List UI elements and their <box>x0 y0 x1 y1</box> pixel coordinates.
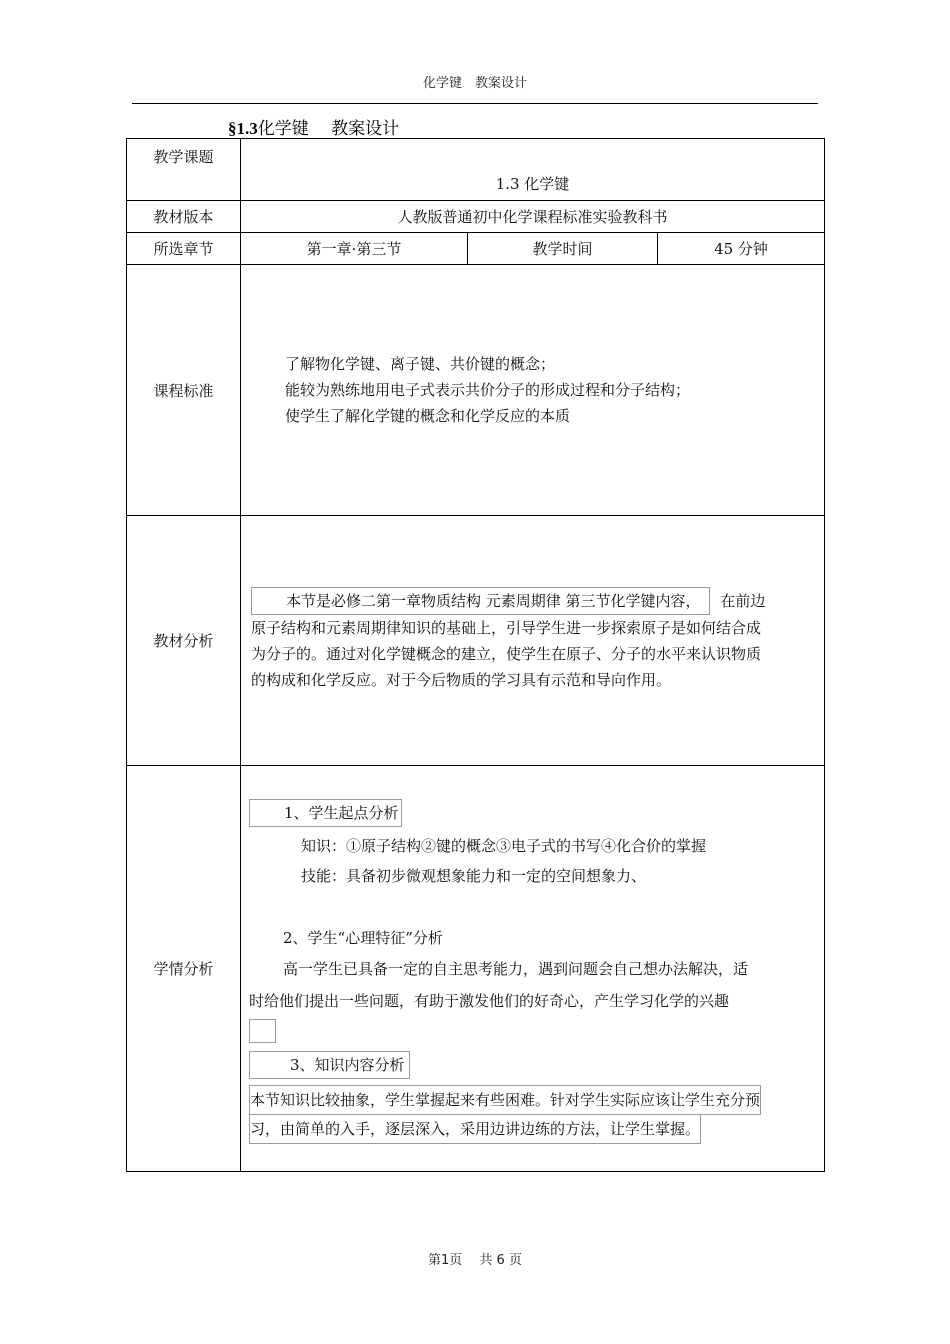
students-skill: 技能：具备初步微观想象能力和一定的空间想象力、 <box>301 867 647 885</box>
analysis-line-2: 原子结构和元素周期律知识的基础上，引导学生进一步探索原子是如何结合成 <box>251 618 762 637</box>
document-title <box>228 114 399 139</box>
row-analysis <box>127 516 825 766</box>
students-p2-line-2: 时给他们提出一些问题，有助于激发他们的好奇心，产生学习化学的兴趣 <box>249 992 730 1010</box>
analysis-line-1-tail: 在前边 <box>720 591 766 610</box>
value-chapter: 第一章·第三节 <box>241 233 468 265</box>
students-p2-line-1: 高一学生已具备一定的自主思考能力，遇到问题会自己想办法解决，适 <box>283 960 749 978</box>
students-p3-line-2: 习，由简单的入手，逐层深入，采用边讲边练的方法，让学生掌握。 <box>249 1115 701 1144</box>
students-heading-3: 3、知识内容分析 <box>249 1051 816 1079</box>
students-heading-2: 2、学生“心理特征”分析 <box>283 929 443 947</box>
label-standard: 课程标准 <box>127 265 241 516</box>
students-heading-1: 1、学生起点分析 <box>249 799 816 827</box>
label-topic: 教学课题 <box>127 139 241 201</box>
label-edition: 教材版本 <box>127 201 241 233</box>
page-header: 化学键 教案设计 <box>422 76 527 91</box>
standard-line-1: 了解物化学键、离子键、共价键的概念； <box>285 355 556 373</box>
analysis-line-3: 为分子的。通过对化学键概念的建立，使学生在原子、分子的水平来认识物质 <box>251 644 762 663</box>
page-footer: 第1页 共 6 页 <box>428 1253 522 1268</box>
value-standard <box>241 265 825 516</box>
value-students <box>241 766 825 1172</box>
title-text: 化学键 教案设计 <box>257 119 400 139</box>
standard-line-3: 使学生了解化学键的概念和化学反应的本质 <box>285 407 571 425</box>
header-rule <box>132 103 818 104</box>
label-students: 学情分析 <box>127 766 241 1172</box>
analysis-line-4: 的构成和化学反应。对于今后物质的学习具有示范和导向作用。 <box>251 670 672 689</box>
students-p3 <box>249 1085 816 1144</box>
standard-line-2: 能较为熟练地用电子式表示共价分子的形成过程和分子结构； <box>285 381 691 399</box>
row-edition <box>127 201 825 233</box>
row-topic <box>127 139 825 201</box>
empty-box <box>249 1019 276 1043</box>
students-knowledge: 知识：①原子结构②键的概念③电子式的书写④化合价的掌握 <box>301 837 707 855</box>
value-analysis <box>241 516 825 766</box>
label-analysis: 教材分析 <box>127 516 241 766</box>
row-standard <box>127 265 825 516</box>
label-teaching-time: 教学时间 <box>468 233 658 265</box>
section-number: §1.3 <box>228 119 258 138</box>
students-p3-line-1: 本节知识比较抽象，学生掌握起来有些困难。针对学生实际应该让学生充分预 <box>249 1085 761 1115</box>
row-chapter <box>127 233 825 265</box>
value-edition: 人教版普通初中化学课程标准实验教科书 <box>241 201 825 233</box>
label-chapter: 所选章节 <box>127 233 241 265</box>
analysis-lead: 本节是必修二第一章物质结构 元素周期律 第三节化学键内容， <box>251 587 710 615</box>
value-topic: 1.3 化学键 <box>241 139 825 201</box>
value-teaching-time: 45 分钟 <box>658 233 825 265</box>
lesson-plan-table <box>126 138 825 1172</box>
analysis-line-1 <box>251 587 816 615</box>
row-students <box>127 766 825 1172</box>
